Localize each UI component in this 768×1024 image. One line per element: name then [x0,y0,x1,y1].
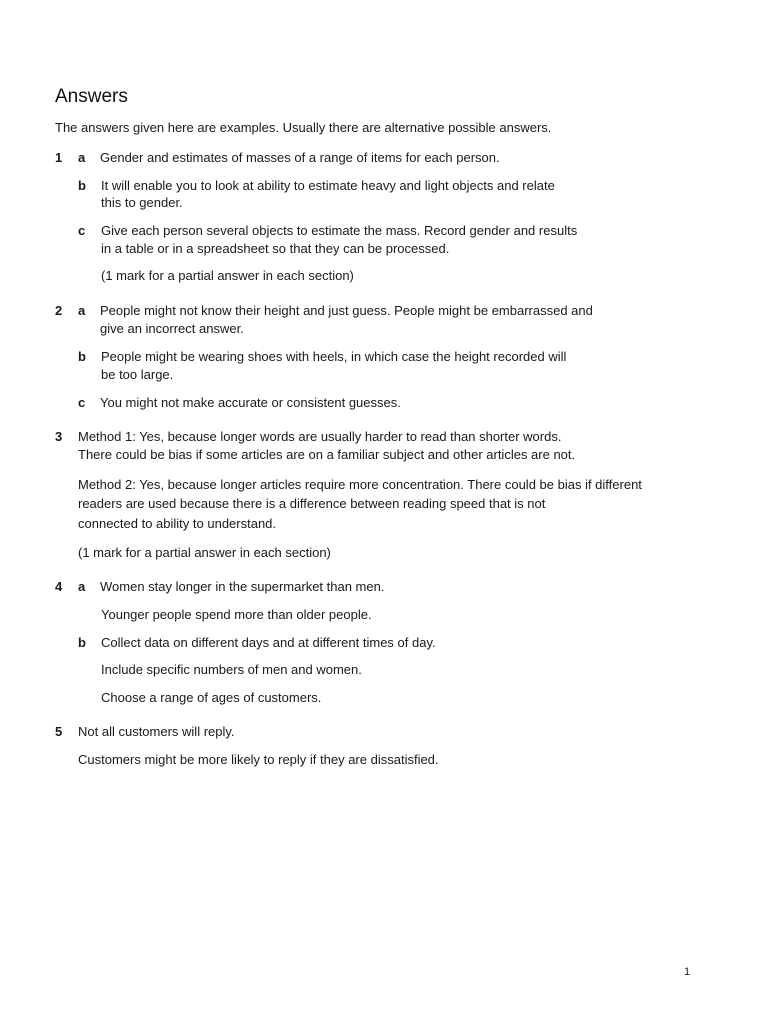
q1a-text: Gender and estimates of masses of a range of items for each person. [100,150,500,165]
page-number: 1 [684,966,691,978]
q4b-letter: b [78,635,86,650]
q4a-line-1: Women stay longer in the supermarket than men. [100,579,385,594]
q1c-text-line-2: in a table or in a spreadsheet so that they can be processed. [101,241,450,256]
q2a-letter: a [78,303,86,318]
q4b-line-2: Include specific numbers of men and women. [101,662,362,677]
q2a-text-line-1: People might not know their height and just guess. People might be embarrassed and [100,303,593,318]
q1b-text-line-2: this to gender. [101,195,183,210]
q2-number: 2 [55,303,63,318]
q4b-line-1: Collect data on different days and at different times of day. [101,635,436,650]
q4a-line-2: Younger people spend more than older people. [101,607,372,622]
q3-mark-note: (1 mark for a partial answer in each section) [78,545,331,560]
q1-number: 1 [55,150,63,165]
q3-method2-line-2: readers are used because there is a difference between reading speed that is not [78,496,546,511]
q2b-text-line-1: People might be wearing shoes with heels, in which case the height recorded will [101,349,567,364]
q4-number: 4 [55,579,63,594]
intro-text: The answers given here are examples. Usually there are alternative possible answers. [55,120,552,135]
q5-line-2: Customers might be more likely to reply if they are dissatisfied. [78,752,439,767]
q3-method1-line-2: There could be bias if some articles are on a familiar subject and other articles are not. [78,447,576,462]
q2b-text-line-2: be too large. [101,367,174,382]
q3-method2-line-3: connected to ability to understand. [78,516,277,531]
q1b-text-line-1: It will enable you to look at ability to estimate heavy and light objects and relate [101,178,555,193]
q5-line-1: Not all customers will reply. [78,724,235,739]
q5-number: 5 [55,724,63,739]
q1a-letter: a [78,150,86,165]
q2b-letter: b [78,349,86,364]
q1c-text-line-1: Give each person several objects to estimate the mass. Record gender and results [101,223,578,238]
q1c-letter: c [78,223,86,238]
q4a-letter: a [78,579,86,594]
q4b-line-3: Choose a range of ages of customers. [101,690,322,705]
q1b-letter: b [78,178,86,193]
q3-method2-line-1: Method 2: Yes, because longer articles require more concentration. There could be bias if different [78,477,642,492]
q3-number: 3 [55,429,63,444]
page-title: Answers [55,86,128,107]
q1-mark-note: (1 mark for a partial answer in each section) [101,268,354,283]
q2c-text: You might not make accurate or consistent guesses. [100,395,401,410]
q3-method1-line-1: Method 1: Yes, because longer words are usually harder to read than shorter words. [78,429,562,444]
q2a-text-line-2: give an incorrect answer. [100,321,244,336]
q2c-letter: c [78,395,86,410]
